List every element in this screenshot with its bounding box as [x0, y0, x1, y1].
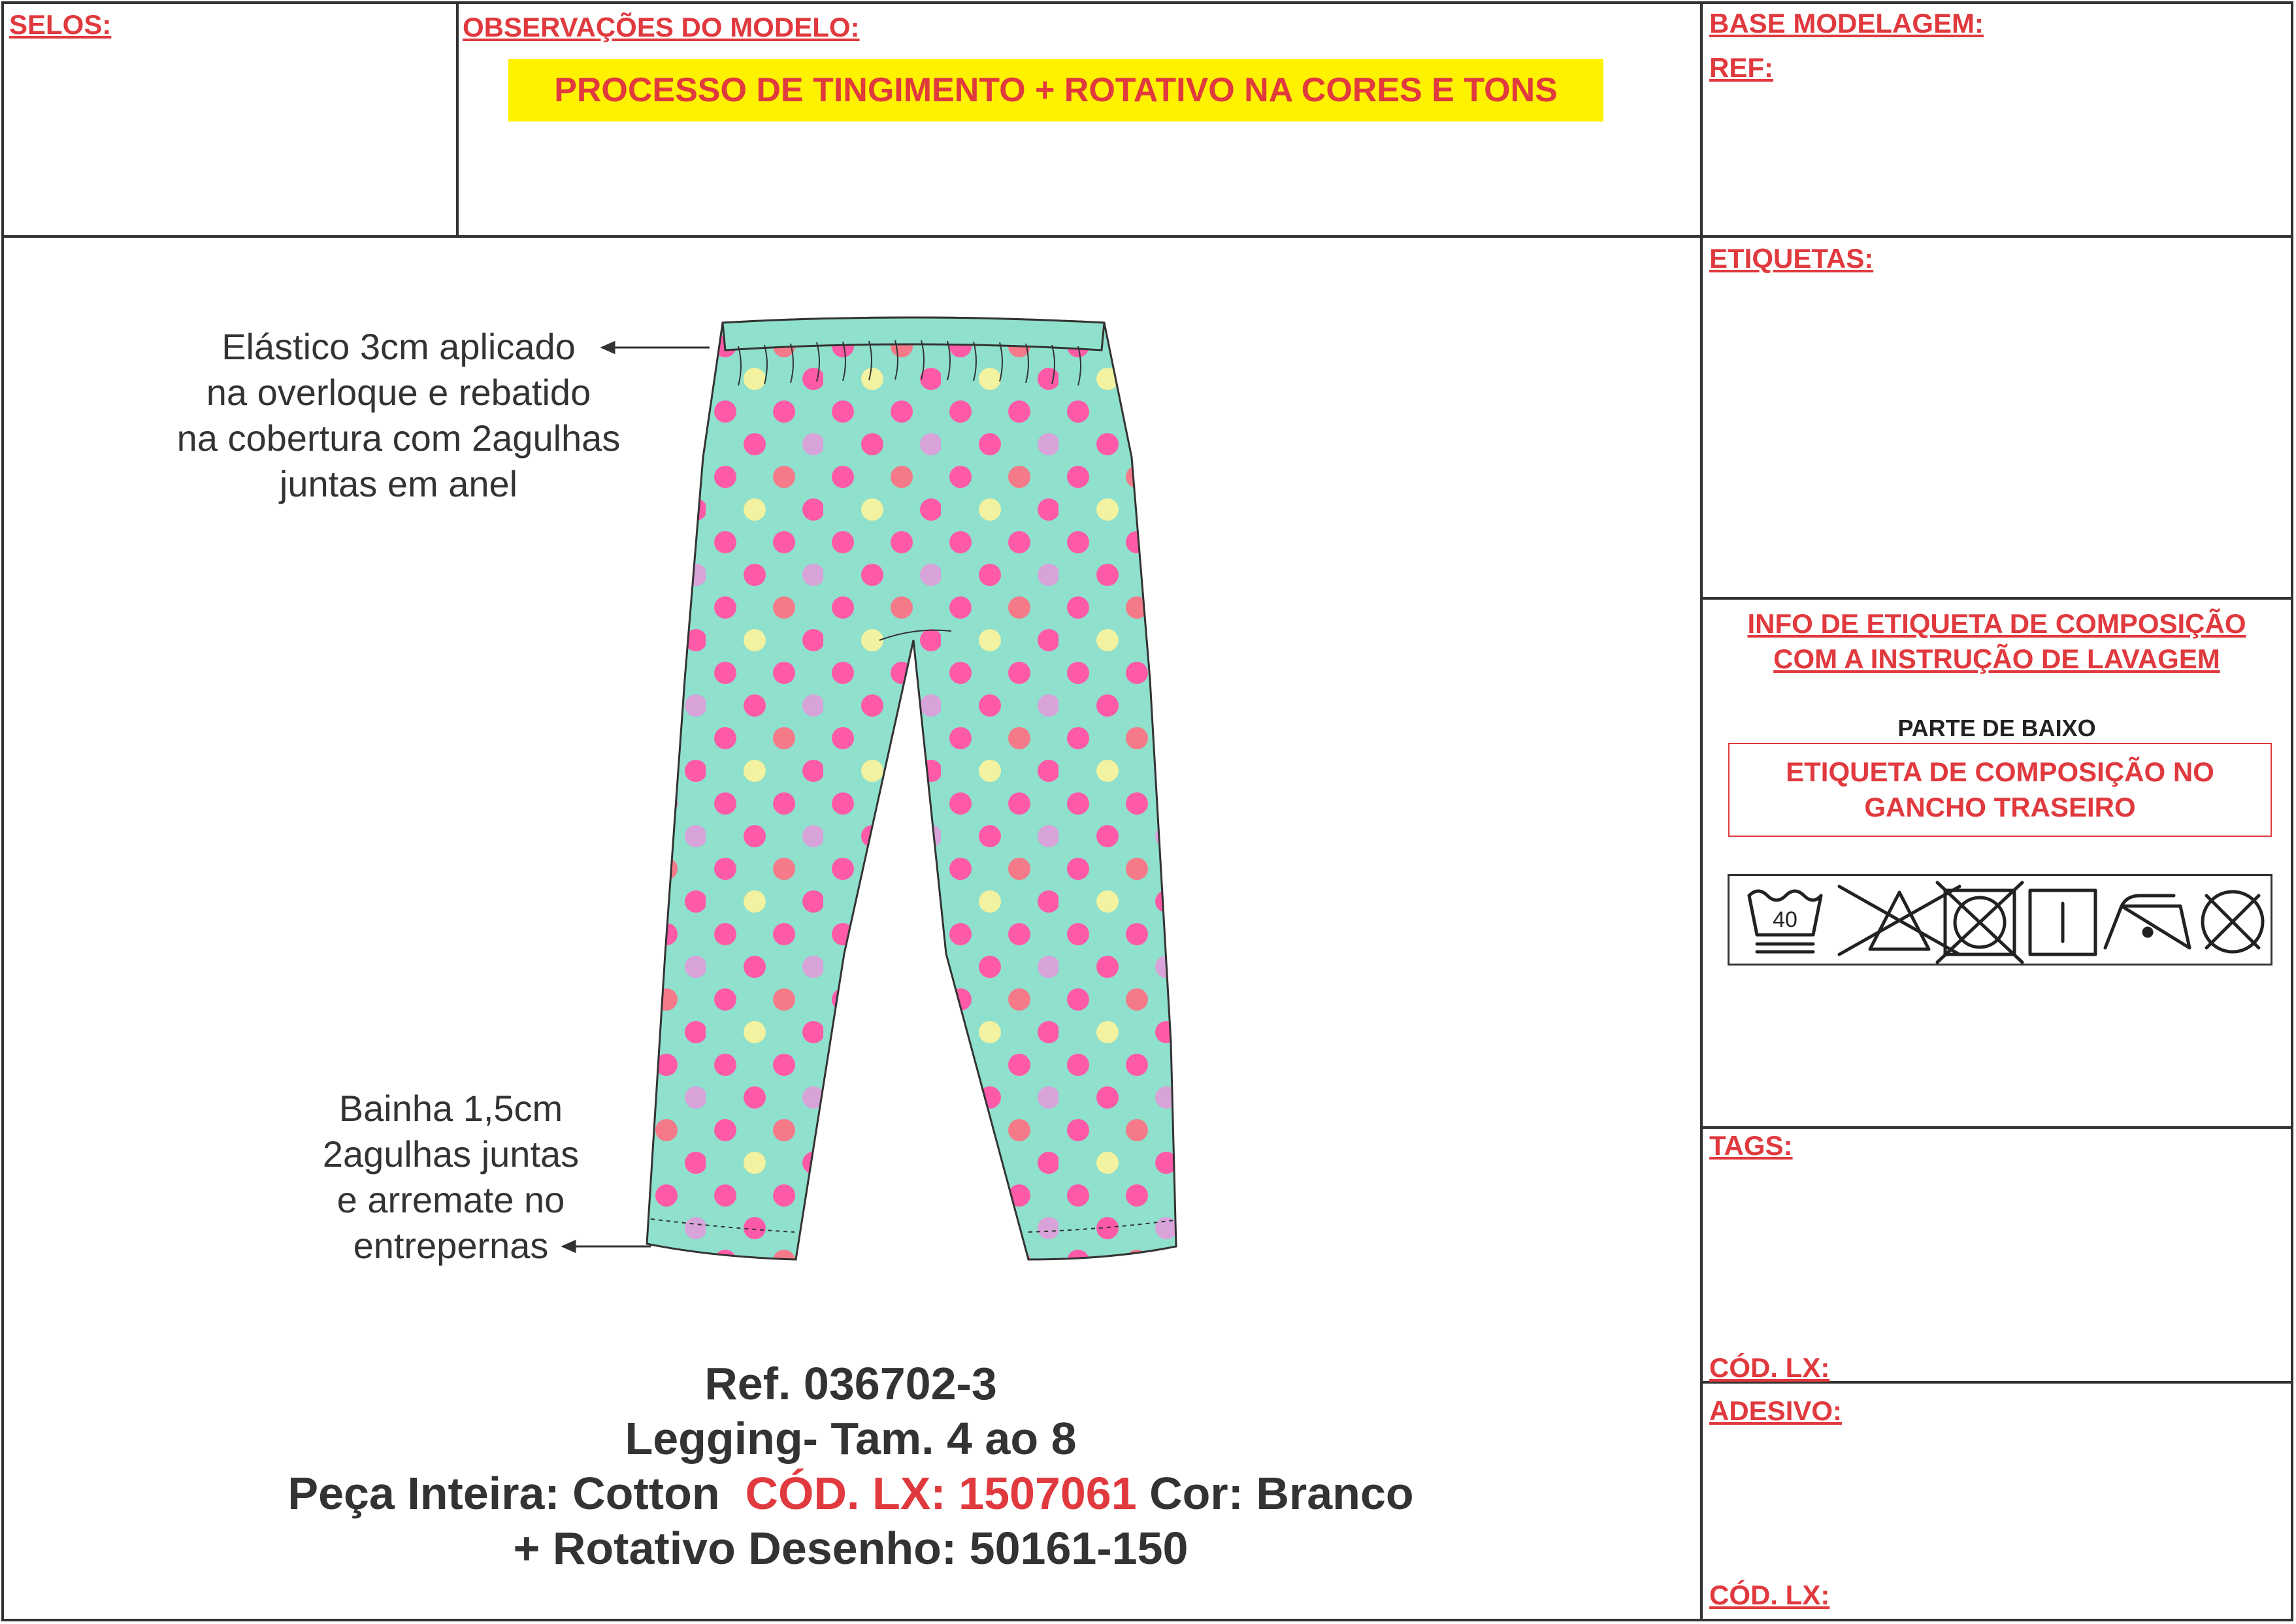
info-title-line-1: INFO DE ETIQUETA DE COMPOSIÇÃO [1747, 608, 2246, 639]
right-divider-3 [1701, 1126, 2293, 1129]
elastic-note [111, 324, 686, 507]
info-etiqueta-title [1703, 606, 2291, 677]
elastic-note-line-1: Elástico 3cm aplicado [221, 326, 576, 367]
no-dry-clean-icon [2203, 892, 2263, 952]
selos-label: SELOS: [9, 9, 112, 40]
tags-label: TAGS: [1709, 1130, 1793, 1161]
observacoes-label: OBSERVAÇÕES DO MODELO: [463, 12, 860, 42]
etiqueta-box-line-1: ETIQUETA DE COMPOSIÇÃO NO [1786, 756, 2214, 787]
hem-note [248, 1086, 653, 1269]
hem-note-line-3: e arremate no [336, 1179, 565, 1220]
care-symbols-box [1728, 874, 2272, 966]
elastic-note-line-2: na overloque e rebatido [206, 372, 591, 413]
caption-cod-lx: CÓD. LX: 1507061 [745, 1468, 1137, 1519]
caption-line-3 [0, 1467, 1701, 1519]
elastic-note-line-3: na cobertura com 2agulhas [176, 417, 621, 459]
no-tumble-dry-icon [1937, 883, 2022, 962]
legging-body [647, 317, 1176, 1259]
wash-temp-text: 40 [1773, 907, 1797, 932]
hem-note-line-1: Bainha 1,5cm [338, 1088, 563, 1129]
caption-ref: Ref. 036702-3 [704, 1358, 997, 1409]
info-title-line-2: COM A INSTRUÇÃO DE LAVAGEM [1773, 643, 2220, 674]
line-dry-icon [2030, 890, 2095, 954]
caption-line-2: Legging- Tam. 4 ao 8 [625, 1413, 1077, 1464]
caption-fabric: Peça Inteira: Cotton [287, 1468, 720, 1519]
iron-low-icon [2105, 896, 2189, 948]
cod-lx-label-2: CÓD. LX: [1709, 1580, 1830, 1610]
hem-note-line-2: 2agulhas juntas [322, 1133, 580, 1175]
etiqueta-box-line-2: GANCHO TRASEIRO [1864, 792, 2136, 822]
right-divider-2 [1701, 597, 2293, 600]
process-banner: PROCESSO DE TINGIMENTO + ROTATIVO NA CORES E TONS [508, 59, 1603, 122]
caption-color: Cor: Branco [1149, 1468, 1414, 1519]
ref-label: REF: [1709, 52, 1773, 83]
hem-note-line-4: entrepernas [353, 1225, 549, 1266]
waistband [723, 317, 1104, 350]
caption-line-4: + Rotativo Desenho: 50161-150 [513, 1523, 1189, 1574]
base-modelagem-label: BASE MODELAGEM: [1709, 8, 1984, 39]
cod-lx-label-1: CÓD. LX: [1709, 1352, 1830, 1383]
etiqueta-composicao-box [1728, 743, 2272, 837]
no-bleach-icon [1839, 886, 1960, 954]
wash-40-icon [1749, 891, 1821, 952]
parte-de-baixo-label: PARTE DE BAIXO [1897, 715, 2096, 741]
right-divider-1 [1701, 235, 2293, 238]
elastic-note-line-4: juntas em anel [279, 463, 518, 504]
adesivo-label: ADESIVO: [1709, 1395, 1843, 1426]
etiquetas-label: ETIQUETAS: [1709, 243, 1874, 274]
